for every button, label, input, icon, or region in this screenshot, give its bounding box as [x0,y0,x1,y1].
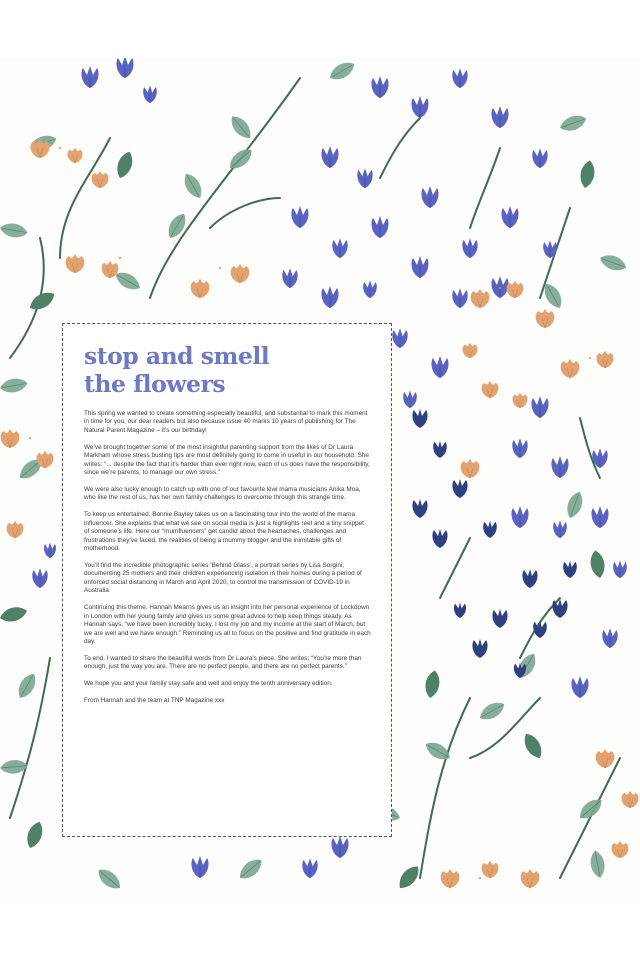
paragraph-behind-glass: You’ll find the incredible photographic series ‘Behind Glass’, a portrait series by Lisa Sorgini, documenting 25 mothers and their children experiencing isolation in their homes during a period of enforced social distancing in March and April 2020, to control the transmission of COVID-19 in Australia [84,562,362,595]
article-card [62,323,392,837]
paragraph-bonnie-bayley: To keep us entertained, Bonnie Bayley takes us on a fascinating tour into the world of the mama influencer. She explains that what we see on social media is just a highlights reel and a tiny snippet of someone’s life. Here our “mumfluencers” get candid about the heartaches, challenges and frustrations they’ve faced, the realities of being a mummy blogger and the inimitable gifts of motherhood. [84,511,364,553]
paragraph-intro: This spring we wanted to create something especially beautiful, and substantial to mark this moment in time for you, our dear readers but also because issue 40 marks 10 years of publishing for The Natural Parent Magazine – it’s our birthday! [84,410,368,434]
paragraph-dr-laura-quote: To end, I wanted to share the beautiful words from Dr Laura’s piece. She writes: “You’re more than enough, just the way you are. There are no perfect people, and there are no perfect parents.” [84,654,362,671]
paragraph-markham: We’ve brought together some of the most insightful parenting support from the likes of Dr Laura Markham whose stress busting tips are most definitely going to come in useful in our household. She writes: “... despite the fact that it’s harder than ever right now, each of us does have the responsibility, since we’re parents, to manage our own stress.” [84,443,370,477]
paragraph-signoff: From Hannah and the team at TNP Magazine xxx [84,697,225,705]
paragraph-anika-moa: We were also lucky enough to catch up with one of our favourite kiwi mama musicians Anika Moa, who like the rest of us, has her own family challenges to overcome through this strange time. [84,486,361,502]
article-body [84,410,371,706]
article-title [84,342,371,398]
paragraph-hannah-mearns: Continuing this theme, Hannah Mearns gives us an insight into her personal experience of Lockdown in London with her young family and gives us some great advice to help keep things steady. As Hannah says, “we have been incredibly lucky. I lost my job and my income at the start of March, but we are well and we have enough.” Reminding us all to focus on the positive and find gratitude in each day. [84,604,371,645]
title-line-2: the flowers [84,370,226,398]
title-line-1: stop and smell [84,342,270,370]
paragraph-wishes: We hope you and your family stay safe and well and enjoy the tenth anniversary edition. [84,680,333,688]
